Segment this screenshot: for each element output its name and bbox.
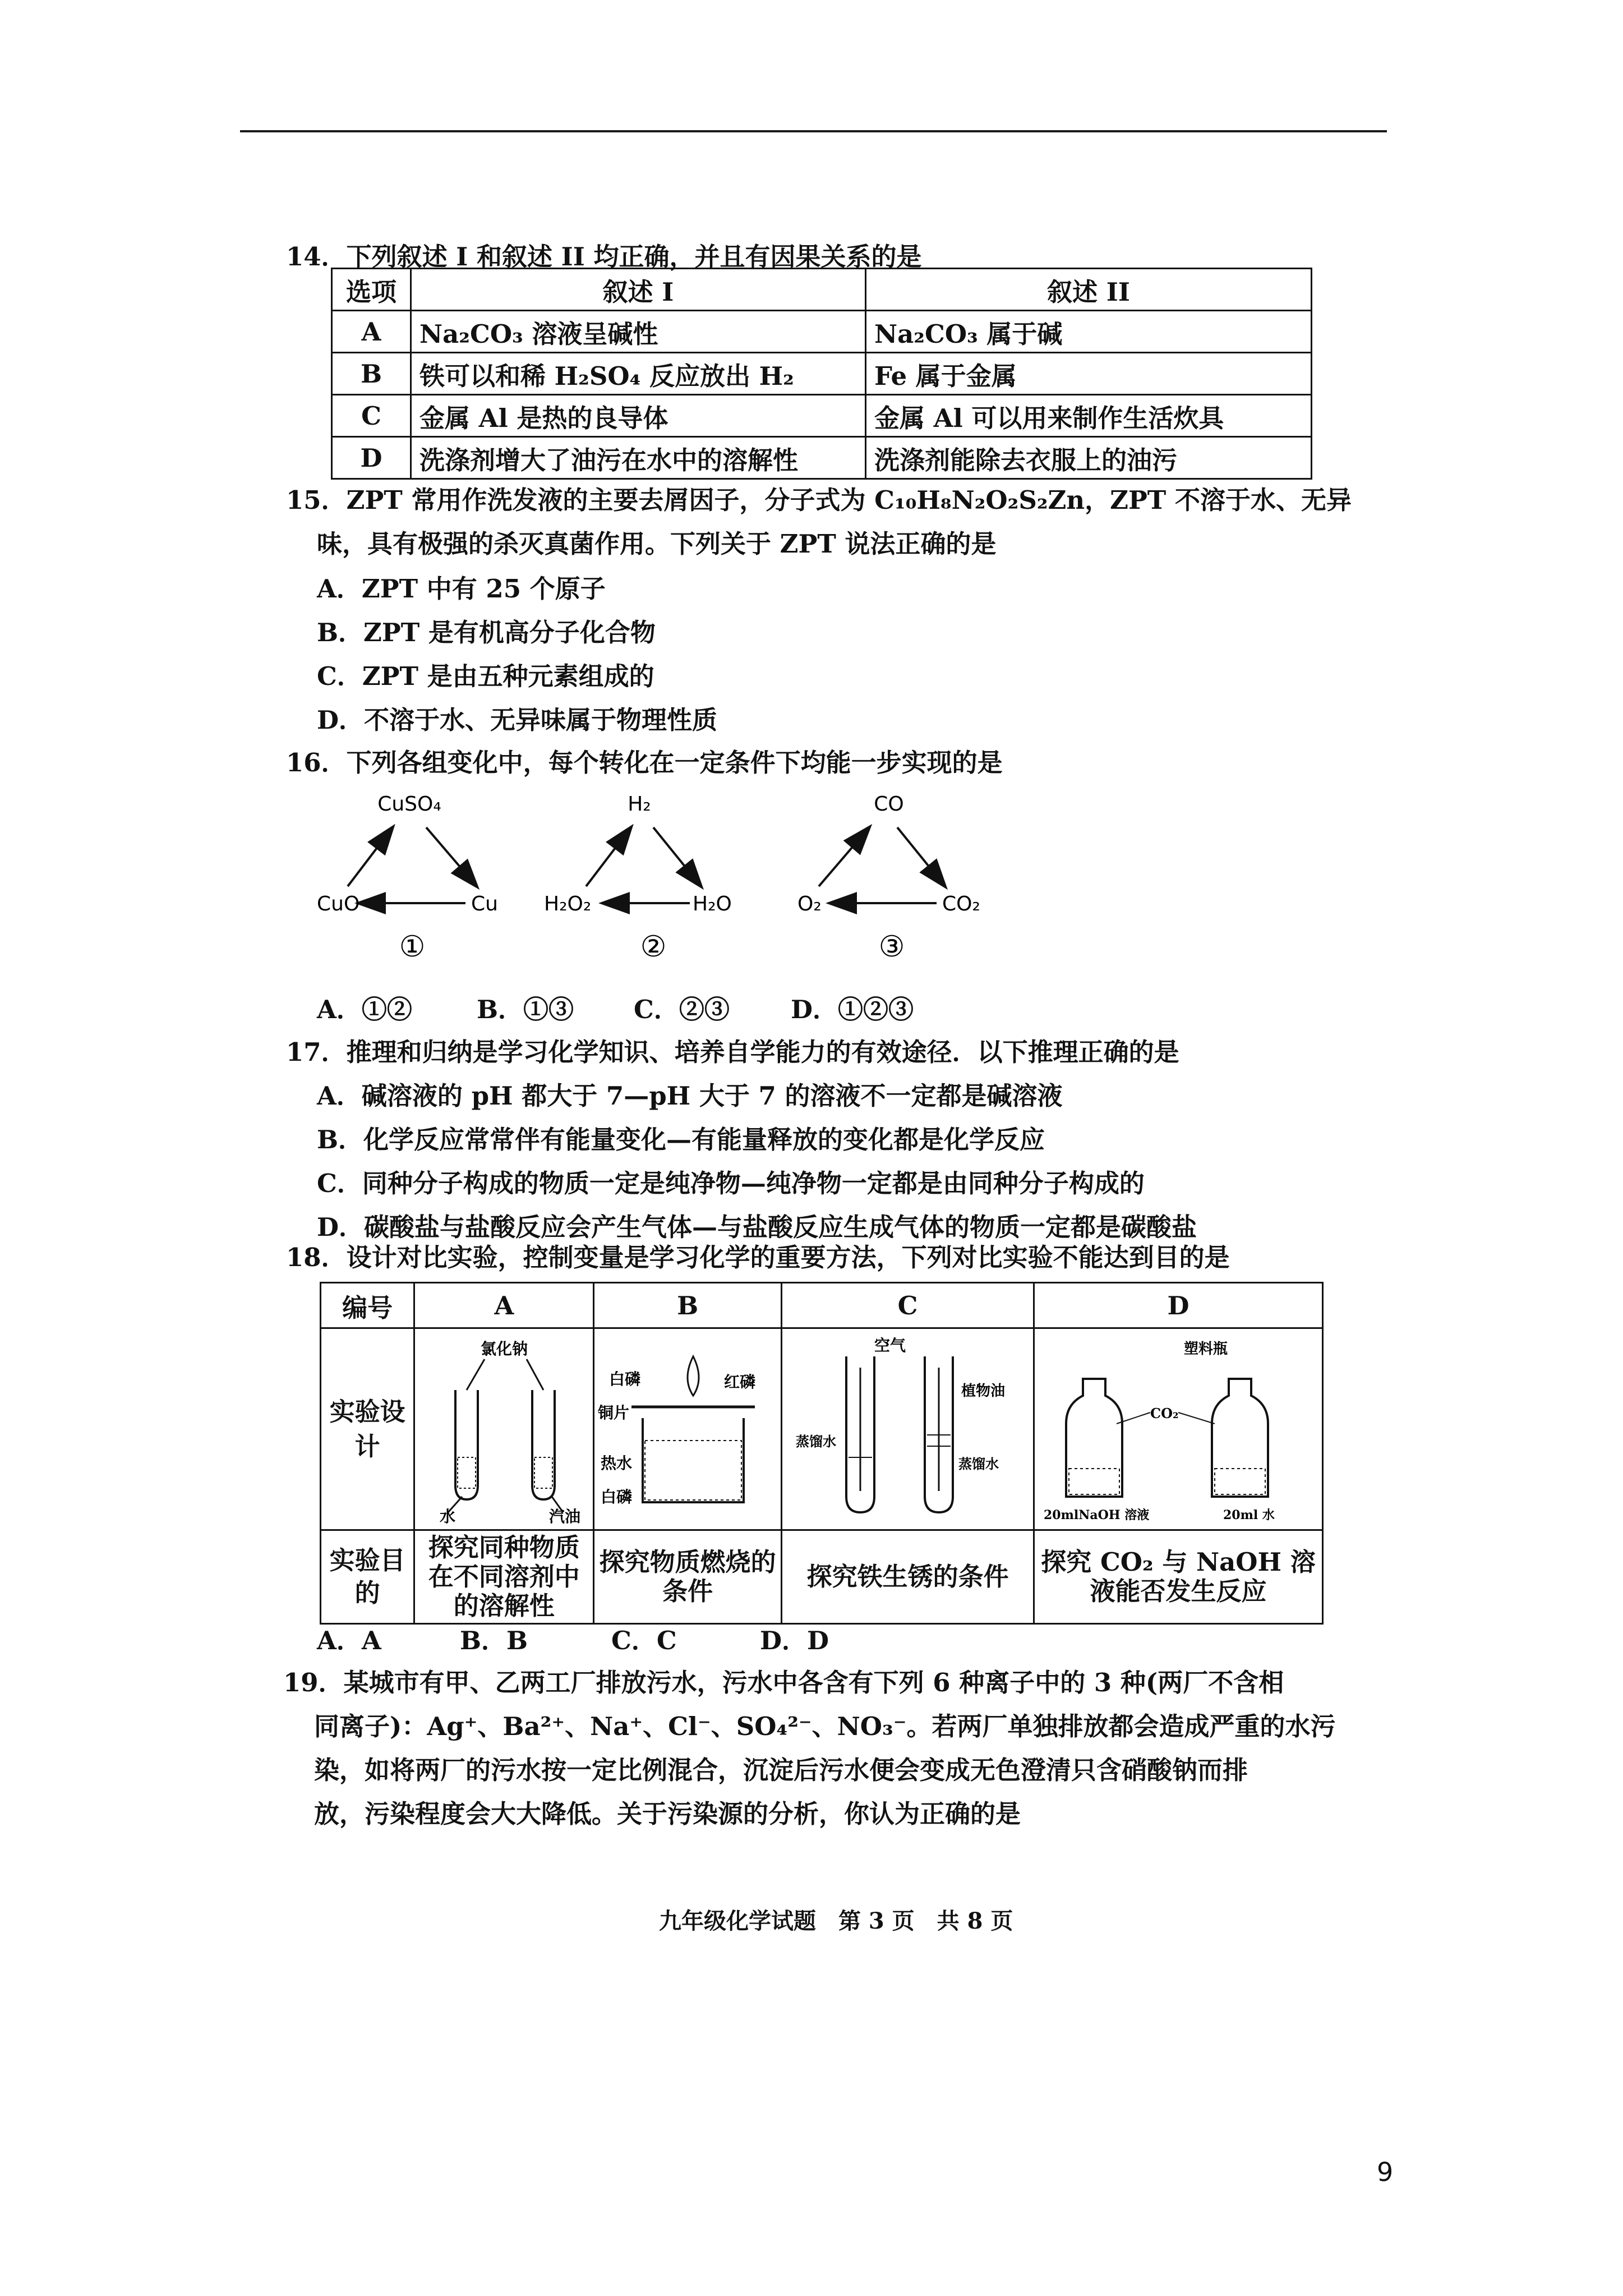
d-label-naoh: 20mlNaOH 溶液: [1044, 1507, 1150, 1522]
row-option: C: [332, 395, 411, 437]
row-statement-2: 金属 Al 可以用来制作生活炊具: [866, 395, 1312, 437]
a-label-salt: 氯化钠: [480, 1339, 528, 1358]
g1-top-label: CuSO₄: [377, 793, 441, 816]
purpose-b: 探究物质燃烧的条件: [594, 1530, 782, 1624]
header-a: A: [414, 1283, 594, 1328]
d-label-bottle: 塑料瓶: [1184, 1340, 1228, 1358]
row-statement-2: 洗涤剂能除去衣服上的油污: [866, 437, 1312, 479]
q15-option-d: D．不溶于水、无异味属于物理性质: [317, 705, 718, 735]
q18-option-c: C．C: [611, 1626, 677, 1655]
q16-stem: 16．下列各组变化中，每个转化在一定条件下均能一步实现的是: [286, 748, 1003, 777]
row-statement-2: Na₂CO₃ 属于碱: [866, 311, 1312, 353]
q17-option-d: D．碳酸盐与盐酸反应会产生气体—与盐酸反应生成气体的物质一定都是碳酸盐: [317, 1212, 1197, 1242]
header-c: C: [782, 1283, 1034, 1328]
q14-table: [331, 268, 1312, 480]
table-row: [332, 437, 1312, 479]
q16-option-c: C．②③: [634, 995, 730, 1024]
header-b: B: [594, 1283, 782, 1328]
g1-left-label: CuO: [317, 892, 360, 915]
b-label-red-p: 红磷: [724, 1372, 756, 1391]
g2-left-label: H₂O₂: [544, 892, 592, 915]
table-row: [332, 353, 1312, 395]
header-option: 选项: [332, 269, 411, 311]
q15-option-c: C．ZPT 是由五种元素组成的: [317, 661, 654, 691]
g3-right-label: CO₂: [942, 892, 980, 915]
g2-number: ②: [640, 930, 667, 964]
d-label-co2: CO₂: [1150, 1405, 1179, 1421]
header-id: 编号: [321, 1283, 414, 1328]
q15-option-a: A．ZPT 中有 25 个原子: [317, 574, 606, 604]
q17-option-b: B．化学反应常常伴有能量变化—有能量释放的变化都是化学反应: [317, 1125, 1045, 1154]
b-label-white-p: 白磷: [609, 1369, 641, 1388]
q18-table: [320, 1282, 1324, 1625]
q18-option-d: D．D: [760, 1626, 829, 1655]
q16-option-a: A．①②: [317, 995, 412, 1024]
g3-top-label: CO: [874, 793, 904, 816]
q18-option-b: B．B: [460, 1626, 528, 1655]
q16-option-b: B．①③: [477, 995, 574, 1024]
row-statement-2: Fe 属于金属: [866, 353, 1312, 395]
row-statement-1: Na₂CO₃ 溶液呈碱性: [411, 311, 866, 353]
table-row: [332, 311, 1312, 353]
g1-right-label: Cu: [471, 892, 498, 915]
q19-line-4: 放，污染程度会大大降低。关于污染源的分析，你认为正确的是: [314, 1799, 1021, 1829]
g2-top-label: H₂: [628, 793, 651, 816]
q16-conversion-diagrams: [314, 788, 987, 968]
q15-option-b: B．ZPT 是有机高分子化合物: [317, 618, 656, 647]
g2-right-label: H₂O: [693, 892, 732, 915]
q14-stem: 14．下列叙述 I 和叙述 II 均正确，并且有因果关系的是: [286, 242, 922, 272]
c-label-air: 空气: [874, 1336, 906, 1355]
header-rule: [240, 130, 1387, 132]
experiment-b-figure: [594, 1328, 782, 1530]
header-statement-2: 叙述 II: [866, 269, 1312, 311]
purpose-c: 探究铁生锈的条件: [782, 1530, 1034, 1624]
row-option: A: [332, 311, 411, 353]
purpose-a: 探究同种物质在不同溶剂中的溶解性: [414, 1530, 594, 1624]
a-label-gasoline: 汽油: [548, 1507, 580, 1525]
g1-number: ①: [399, 930, 426, 964]
row-label-purpose: 实验目的: [321, 1530, 414, 1624]
row-option: D: [332, 437, 411, 479]
q18-stem: 18．设计对比实验，控制变量是学习化学的重要方法，下列对比实验不能达到目的是: [286, 1243, 1230, 1272]
g3-left-label: O₂: [797, 892, 822, 915]
q15-line-2: 味，具有极强的杀灭真菌作用。下列关于 ZPT 说法正确的是: [317, 529, 997, 559]
experiment-d-figure: [1034, 1328, 1323, 1530]
q15-line-1: 15．ZPT 常用作洗发液的主要去屑因子，分子式为 C₁₀H₈N₂O₂S₂Zn，ZPT 不溶于水、无异: [286, 485, 1352, 515]
row-label-design: 实验设计: [321, 1328, 414, 1530]
table-header-row: [321, 1283, 1323, 1328]
q19-line-1: 19．某城市有甲、乙两工厂排放污水，污水中各含有下列 6 种离子中的 3 种(两厂不含相: [283, 1668, 1284, 1697]
c-label-veg-oil: 植物油: [961, 1382, 1005, 1400]
page-number: 9: [1377, 2157, 1394, 2187]
b-label-hot-water: 热水: [601, 1453, 633, 1473]
c-label-distilled-1: 蒸馏水: [795, 1433, 836, 1450]
page-footer: 九年级化学试题 第 3 页 共 8 页: [659, 1908, 1013, 1934]
row-statement-1: 金属 Al 是热的良导体: [411, 395, 866, 437]
row-statement-1: 洗涤剂增大了油污在水中的溶解性: [411, 437, 866, 479]
g3-number: ③: [878, 930, 905, 964]
b-label-white-p-water: 白磷: [601, 1487, 633, 1506]
row-statement-1: 铁可以和稀 H₂SO₄ 反应放出 H₂: [411, 353, 866, 395]
c-label-distilled-2: 蒸馏水: [958, 1455, 999, 1472]
table-row: [321, 1530, 1323, 1624]
experiment-c-figure: [782, 1328, 1034, 1530]
row-option: B: [332, 353, 411, 395]
q19-line-2: 同离子)：Ag⁺、Ba²⁺、Na⁺、Cl⁻、SO₄²⁻、NO₃⁻。若两厂单独排放都会造成严重的水污: [314, 1711, 1336, 1741]
experiment-a-figure: [414, 1328, 594, 1530]
q19-line-3: 染，如将两厂的污水按一定比例混合，沉淀后污水便会变成无色澄清只含硝酸钠而排: [314, 1755, 1248, 1785]
q17-stem: 17．推理和归纳是学习化学知识、培养自学能力的有效途径．以下推理正确的是: [286, 1037, 1179, 1067]
q17-option-a: A．碱溶液的 pH 都大于 7—pH 大于 7 的溶液不一定都是碱溶液: [317, 1081, 1063, 1111]
header-d: D: [1034, 1283, 1323, 1328]
table-row: [332, 395, 1312, 437]
purpose-d: 探究 CO₂ 与 NaOH 溶液能否发生反应: [1034, 1530, 1323, 1624]
table-header-row: [332, 269, 1312, 311]
q17-option-c: C．同种分子构成的物质一定是纯净物—纯净物一定都是由同种分子构成的: [317, 1168, 1145, 1198]
q16-option-d: D．①②③: [791, 995, 914, 1024]
q18-option-a: A．A: [317, 1626, 381, 1655]
d-label-water: 20ml 水: [1223, 1507, 1275, 1522]
table-row: [321, 1328, 1323, 1530]
b-label-copper: 铜片: [598, 1403, 630, 1422]
header-statement-1: 叙述 I: [411, 269, 866, 311]
a-label-water: 水: [439, 1507, 455, 1525]
